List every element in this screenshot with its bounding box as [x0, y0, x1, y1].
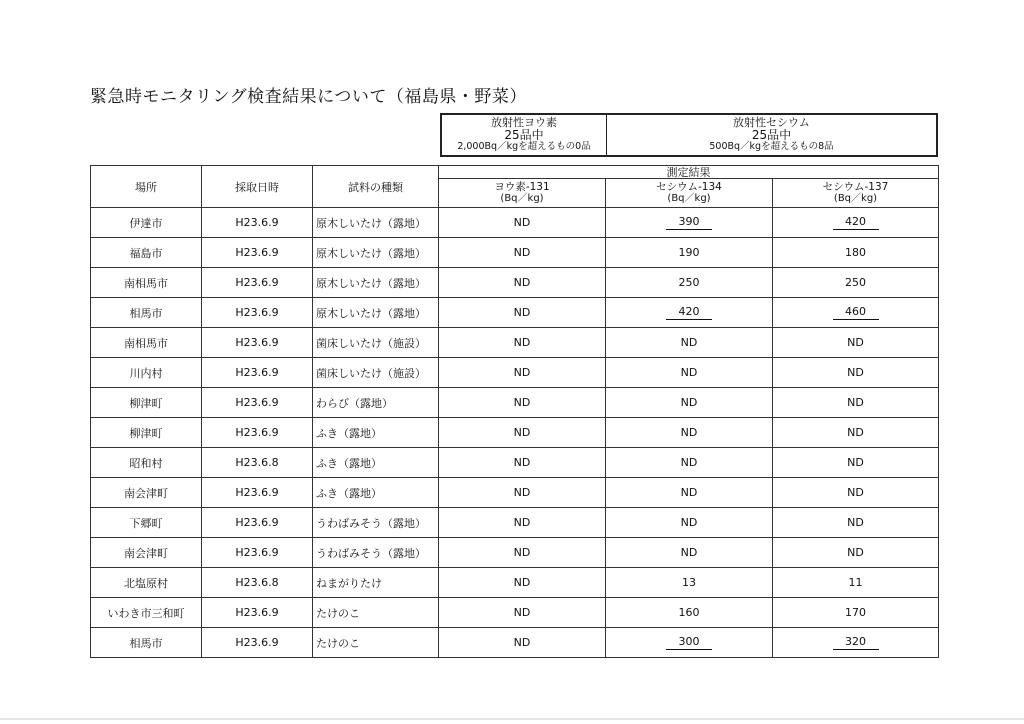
cell-date [202, 538, 313, 568]
cell-location-value: 南相馬市 [124, 276, 168, 290]
cell-location-value: 北塩原村 [124, 576, 168, 590]
cell-location [91, 418, 202, 448]
cell-sample-value: たけのこ [316, 636, 360, 650]
cell-date [202, 388, 313, 418]
page-title: 緊急時モニタリング検査結果について（福島県・野菜） [90, 87, 527, 107]
summary-iodine-label: 放射性ヨウ素 [491, 116, 557, 129]
cell-cs134-value: 250 [678, 276, 700, 289]
cell-sample-value: 原木しいたけ（露地） [316, 306, 426, 320]
table-row [91, 628, 939, 658]
cell-date-value: H23.6.9 [235, 426, 279, 439]
cell-cs134-value: ND [680, 456, 698, 469]
table-row [91, 268, 939, 298]
cell-date-value: H23.6.8 [235, 456, 279, 469]
cell-sample-value: 菌床しいたけ（施設） [316, 336, 426, 350]
cell-cs137-value: ND [847, 486, 864, 499]
table-row [91, 598, 939, 628]
cell-location [91, 358, 202, 388]
cell-sample-value: 菌床しいたけ（施設） [316, 366, 426, 380]
cell-sample [313, 448, 439, 478]
cell-i131-value: ND [513, 546, 531, 559]
cell-cs137-value: 170 [845, 606, 866, 619]
cell-cs134 [606, 238, 773, 268]
cell-cs134 [606, 208, 773, 238]
cell-date-value: H23.6.9 [235, 486, 279, 499]
summary-box [440, 113, 938, 157]
cell-date [202, 208, 313, 238]
cell-i131 [439, 508, 606, 538]
cell-i131-value: ND [513, 576, 531, 589]
summary-iodine-note: 2,000Bq／kgを超えるもの0品 [457, 141, 591, 152]
cell-cs137-value: 180 [845, 246, 866, 259]
cell-cs134 [606, 478, 773, 508]
cell-i131-value: ND [513, 306, 531, 319]
table-row [91, 358, 939, 388]
cell-cs134-value: ND [680, 426, 698, 439]
cell-location-value: 相馬市 [129, 306, 163, 320]
summary-cesium [607, 115, 936, 155]
cell-location-value: 南会津町 [124, 486, 168, 500]
cell-sample-value: たけのこ [316, 606, 360, 620]
cell-i131 [439, 448, 606, 478]
cell-cs134 [606, 418, 773, 448]
cell-i131 [439, 208, 606, 238]
cell-cs134 [606, 538, 773, 568]
cell-sample [313, 508, 439, 538]
cell-cs134 [606, 508, 773, 538]
cell-date [202, 328, 313, 358]
cell-location-value: 柳津町 [129, 396, 163, 410]
cell-cs137 [773, 598, 939, 628]
cell-date [202, 298, 313, 328]
cell-i131 [439, 628, 606, 658]
header-cs134 [606, 179, 773, 208]
cell-i131 [439, 238, 606, 268]
cell-cs137 [773, 298, 939, 328]
header-cs134-unit: (Bq／kg) [667, 193, 711, 204]
table-row [91, 238, 939, 268]
cell-location [91, 208, 202, 238]
cell-i131 [439, 268, 606, 298]
cell-i131 [439, 418, 606, 448]
cell-location-value: 川内村 [129, 366, 163, 380]
cell-location-value: 南相馬市 [124, 336, 168, 350]
cell-cs137-value: 320 [833, 635, 879, 650]
table-row [91, 538, 939, 568]
cell-cs137-value: ND [847, 456, 864, 469]
cell-date [202, 268, 313, 298]
table-row [91, 328, 939, 358]
cell-i131-value: ND [513, 396, 531, 409]
cell-cs137 [773, 478, 939, 508]
cell-location-value: 下郷町 [129, 516, 163, 530]
cell-date-value: H23.6.8 [235, 576, 279, 589]
cell-date [202, 448, 313, 478]
cell-sample [313, 238, 439, 268]
cell-sample-value: うわばみそう（露地） [316, 546, 426, 560]
cell-cs137 [773, 538, 939, 568]
cell-sample [313, 298, 439, 328]
header-cs137 [773, 179, 939, 208]
cell-date-value: H23.6.9 [235, 216, 279, 229]
cell-cs134-value: 390 [666, 215, 712, 230]
cell-location [91, 388, 202, 418]
cell-cs137-value: ND [847, 516, 864, 529]
cell-location [91, 568, 202, 598]
cell-i131 [439, 298, 606, 328]
cell-cs137-value: ND [847, 336, 864, 349]
cell-cs134 [606, 388, 773, 418]
table-row [91, 418, 939, 448]
cell-cs134-value: 300 [666, 635, 712, 650]
cell-location [91, 268, 202, 298]
cell-cs137 [773, 448, 939, 478]
cell-cs137-value: 250 [845, 276, 866, 289]
cell-sample [313, 598, 439, 628]
results-table [90, 165, 939, 658]
scan-edge-line [0, 718, 1024, 720]
cell-location-value: いわき市三和町 [107, 606, 185, 620]
cell-cs134-value: ND [680, 396, 698, 409]
cell-sample [313, 388, 439, 418]
cell-date [202, 568, 313, 598]
cell-i131 [439, 598, 606, 628]
cell-cs134-value: 420 [666, 305, 712, 320]
cell-location [91, 508, 202, 538]
cell-cs134-value: ND [680, 546, 698, 559]
cell-sample [313, 358, 439, 388]
cell-date [202, 238, 313, 268]
cell-location [91, 478, 202, 508]
cell-date-value: H23.6.9 [235, 606, 279, 619]
cell-date-value: H23.6.9 [235, 336, 279, 349]
table-row [91, 208, 939, 238]
cell-sample-value: 原木しいたけ（露地） [316, 246, 426, 260]
header-cs134-label: セシウム-134 [656, 181, 722, 193]
cell-i131-value: ND [513, 636, 531, 649]
cell-cs134 [606, 598, 773, 628]
cell-location [91, 238, 202, 268]
cell-date-value: H23.6.9 [235, 396, 279, 409]
cell-date-value: H23.6.9 [235, 516, 279, 529]
cell-cs134 [606, 298, 773, 328]
cell-i131-value: ND [513, 336, 531, 349]
cell-cs134-value: 160 [678, 606, 700, 619]
cell-sample [313, 628, 439, 658]
summary-iodine-count: 25品中 [504, 128, 544, 142]
header-i131-label: ヨウ素-131 [494, 181, 550, 193]
header-location: 場所 [91, 166, 202, 208]
cell-cs134-value: ND [680, 486, 698, 499]
table-row [91, 298, 939, 328]
cell-date-value: H23.6.9 [235, 546, 279, 559]
table-row [91, 478, 939, 508]
cell-cs137-value: 460 [833, 305, 879, 320]
cell-date [202, 598, 313, 628]
cell-cs134-value: ND [680, 366, 698, 379]
cell-cs137 [773, 568, 939, 598]
table-row [91, 388, 939, 418]
cell-location [91, 628, 202, 658]
cell-cs134 [606, 268, 773, 298]
header-sample: 試料の種類 [313, 166, 439, 208]
cell-date [202, 358, 313, 388]
cell-i131 [439, 538, 606, 568]
cell-location [91, 328, 202, 358]
cell-i131 [439, 478, 606, 508]
cell-i131-value: ND [513, 426, 531, 439]
cell-cs137 [773, 388, 939, 418]
cell-date [202, 628, 313, 658]
cell-cs137-value: ND [847, 396, 864, 409]
cell-i131-value: ND [513, 246, 531, 259]
cell-sample [313, 568, 439, 598]
cell-location-value: 福島市 [129, 246, 163, 260]
cell-sample-value: 原木しいたけ（露地） [316, 276, 426, 290]
cell-location-value: 昭和村 [129, 456, 163, 470]
cell-sample-value: ふき（露地） [316, 426, 382, 440]
cell-sample-value: 原木しいたけ（露地） [316, 216, 426, 230]
summary-cesium-label: 放射性セシウム [733, 116, 810, 129]
cell-cs137 [773, 238, 939, 268]
cell-i131-value: ND [513, 366, 531, 379]
cell-sample [313, 418, 439, 448]
cell-date [202, 478, 313, 508]
cell-cs137-value: 11 [848, 576, 863, 589]
cell-i131-value: ND [513, 486, 531, 499]
cell-sample [313, 478, 439, 508]
cell-date-value: H23.6.9 [235, 276, 279, 289]
cell-i131 [439, 358, 606, 388]
cell-location [91, 298, 202, 328]
summary-iodine [442, 115, 607, 155]
cell-i131-value: ND [513, 276, 531, 289]
table-row [91, 568, 939, 598]
header-date: 採取日時 [202, 166, 313, 208]
cell-cs137 [773, 358, 939, 388]
cell-i131 [439, 388, 606, 418]
cell-location [91, 448, 202, 478]
cell-cs137-value: ND [847, 366, 864, 379]
cell-cs134 [606, 568, 773, 598]
cell-cs134-value: ND [680, 336, 698, 349]
cell-sample [313, 208, 439, 238]
cell-sample-value: ふき（露地） [316, 456, 382, 470]
cell-location-value: 伊達市 [129, 216, 163, 230]
cell-location-value: 南会津町 [124, 546, 168, 560]
cell-date-value: H23.6.9 [235, 306, 279, 319]
cell-i131-value: ND [513, 516, 531, 529]
cell-sample [313, 268, 439, 298]
cell-cs134 [606, 628, 773, 658]
cell-cs137 [773, 328, 939, 358]
header-i131 [439, 179, 606, 208]
table-row [91, 448, 939, 478]
cell-i131-value: ND [513, 606, 531, 619]
cell-i131 [439, 328, 606, 358]
cell-i131 [439, 568, 606, 598]
cell-cs137 [773, 268, 939, 298]
header-results: 測定結果 [439, 166, 939, 179]
cell-date-value: H23.6.9 [235, 636, 279, 649]
cell-cs137-value: ND [847, 546, 864, 559]
cell-cs134-value: 13 [682, 576, 696, 589]
cell-cs137 [773, 208, 939, 238]
cell-sample [313, 328, 439, 358]
cell-cs134-value: 190 [678, 246, 700, 259]
header-i131-unit: (Bq／kg) [500, 193, 544, 204]
table-row [91, 508, 939, 538]
header-cs137-unit: (Bq／kg) [833, 193, 878, 204]
cell-sample-value: うわばみそう（露地） [316, 516, 426, 530]
summary-cesium-count: 25品中 [751, 128, 792, 142]
cell-date [202, 508, 313, 538]
cell-sample-value: ふき（露地） [316, 486, 382, 500]
summary-cesium-note: 500Bq／kgを超えるもの8品 [709, 141, 834, 152]
cell-cs134-value: ND [680, 516, 698, 529]
cell-cs134 [606, 328, 773, 358]
cell-sample-value: わらび（露地） [316, 396, 393, 410]
cell-i131-value: ND [513, 456, 531, 469]
cell-location [91, 538, 202, 568]
cell-location-value: 柳津町 [129, 426, 163, 440]
cell-location [91, 598, 202, 628]
header-cs137-label: セシウム-137 [822, 181, 889, 193]
cell-cs134 [606, 448, 773, 478]
cell-cs134 [606, 358, 773, 388]
cell-date-value: H23.6.9 [235, 366, 279, 379]
cell-cs137-value: ND [847, 426, 864, 439]
cell-cs137 [773, 508, 939, 538]
cell-cs137-value: 420 [833, 215, 879, 230]
cell-i131-value: ND [513, 216, 531, 229]
cell-cs137 [773, 628, 939, 658]
cell-date-value: H23.6.9 [235, 246, 279, 259]
cell-sample [313, 538, 439, 568]
cell-cs137 [773, 418, 939, 448]
cell-location-value: 相馬市 [129, 636, 163, 650]
cell-sample-value: ねまがりたけ [316, 576, 382, 590]
cell-date [202, 418, 313, 448]
